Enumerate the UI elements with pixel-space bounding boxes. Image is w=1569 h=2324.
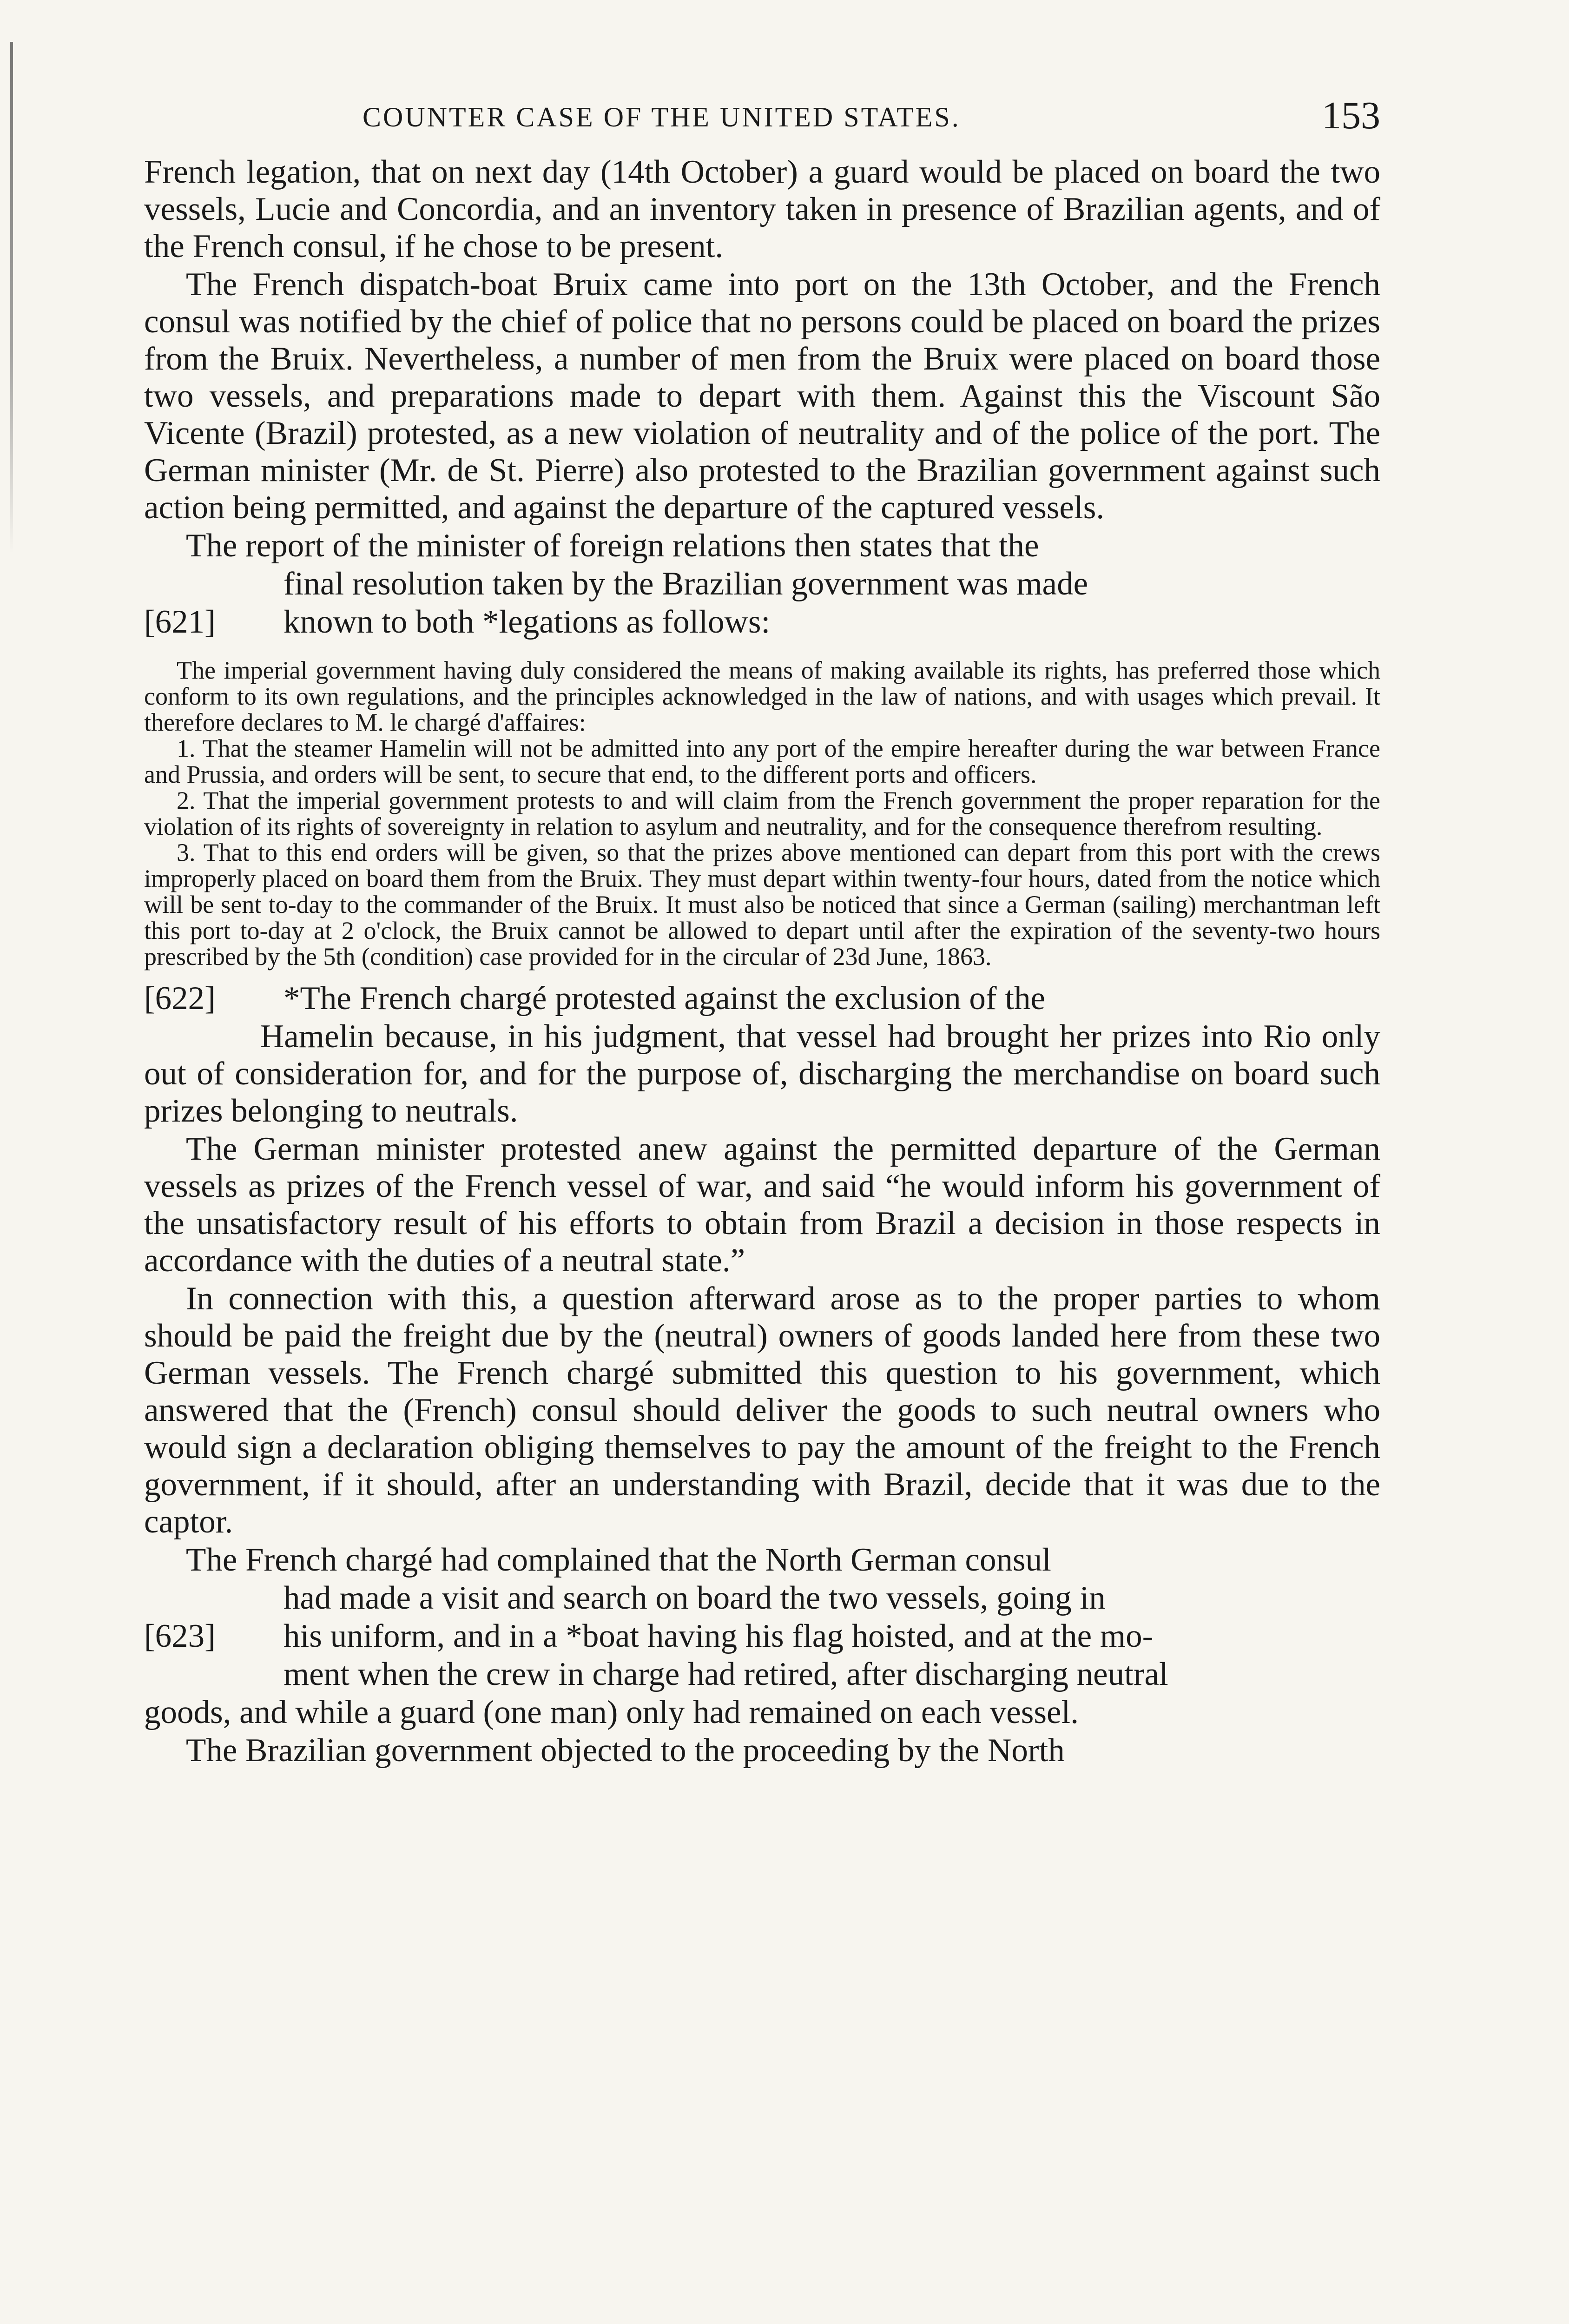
quote-item-2: 2. That the imperial government protests to and will claim from the French government the proper reparation for the violation of its rights of sovereignty in relation to asylum and neutrality, and for the consequence therefrom resulting. [144,786,1380,840]
paragraph-5: The German minister protested anew against the permitted departure of the German vessels as prizes of the French vessel of war, and said “he would inform his government of the unsatisfactory result of his efforts to obtain from Brazil a decision in those respects in accordance with the duties of a neutral state.” [144,1131,1380,1279]
margin-marker-623: [623] [144,1618,216,1654]
paragraph-4-line-1: *The French chargé protested against the exclusion of the [283,980,1046,1017]
quote-item-1: 1. That the steamer Hamelin will not be admitted into any port of the empire hereafter during the war between France and Prussia, and orders will be sent, to secure that end, to the different ports and officers. [144,734,1380,788]
paragraph-4-rest: Hamelin because, in his judgment, that vessel had brought her prizes into Rio only out of consideration for, and for the purpose of, discharging the merchandise on board such prizes belonging to neutrals. [144,1018,1380,1129]
paragraph-3-line-1: The report of the minister of foreign relations then states that the [186,528,1039,564]
paragraph-3-line-3: known to both *legations as follows: [283,604,771,640]
paragraph-7-line-3-wrap [144,1618,1380,1655]
paragraph-7-line-1: The French chargé had complained that the North German consul [186,1542,1051,1578]
paragraph-3-line-2: final resolution taken by the Brazilian government was made [283,566,1088,602]
paragraph-8: The Brazilian government objected to the proceeding by the North [186,1732,1065,1769]
paragraph-7-line-3: his uniform, and in a *boat having his flag hoisted, and at the mo- [283,1618,1154,1654]
running-head: COUNTER CASE OF THE UNITED STATES. [363,102,961,132]
paragraph-7-line-5: goods, and while a guard (one man) only had remained on each vessel. [144,1694,1079,1730]
margin-marker-622: [622] [144,980,216,1017]
paragraph-7-line-4: ment when the crew in charge had retired, after discharging neutral [283,1656,1168,1692]
quote-paragraph-1: The imperial government having duly considered the means of making available its rights, has preferred those which conform to its own regulations, and the principles acknowledged in the law of nations, and with usages which prevail. It therefore declares to M. le chargé d'affaires: [144,656,1380,736]
page-header [144,93,1380,144]
quote-item-3: 3. That to this end orders will be given, so that the prizes above mentioned can depart from this port with the crews improperly placed on board them from the Bruix. They must depart within twenty-four hours, dated from the notice which will be sent to-day to the commander of the Bruix. It must also be noticed that since a German (sailing) merchantman left this port to-day at 2 o'clock, the Bruix cannot be allowed to depart until after the expiration of the seventy-two hours prescribed by the 5th (condition) case provided for in the circular of 23d June, 1863. [144,838,1380,971]
paragraph-3-line-3-wrap [144,603,1380,640]
paragraph-4-line-1-wrap [144,980,1380,1017]
scan-edge-shadow [10,42,13,553]
paragraph-2: The French dispatch-boat Bruix came into port on the 13th October, and the French consul was notified by the chief of police that no persons could be placed on board the prizes from the Bruix. Nevertheless, a number of men from the Bruix were placed on board those two vessels, and preparations made to depart with them. Against this the Viscount São Vicente (Brazil) protested, as a new violation of neutrality and of the police of the port. The German minister (Mr. de St. Pierre) also protested to the Brazilian government against such action being permitted, and against the departure of the captured vessels. [144,266,1380,526]
page-body [144,153,1380,1770]
paragraph-1: French legation, that on next day (14th October) a guard would be placed on board the two vessels, Lucie and Concordia, and an inventory taken in presence of Brazilian agents, and of the French consul, if he chose to be present. [144,154,1380,264]
paragraph-6: In connection with this, a question afterward arose as to the proper parties to whom should be paid the freight due by the (neutral) owners of goods landed here from these two German vessels. The French chargé submitted this question to his government, which answered that the (French) consul should deliver the goods to such neutral owners who would sign a declaration obliging themselves to pay the amount of the freight to the French government, if it should, after an understanding with Brazil, decide that it was due to the captor. [144,1281,1380,1540]
block-quote [144,657,1380,970]
paragraph-7-line-2: had made a visit and search on board the two vessels, going in [283,1580,1106,1616]
margin-marker-621: [621] [144,604,216,640]
page-number: 153 [1322,94,1380,137]
